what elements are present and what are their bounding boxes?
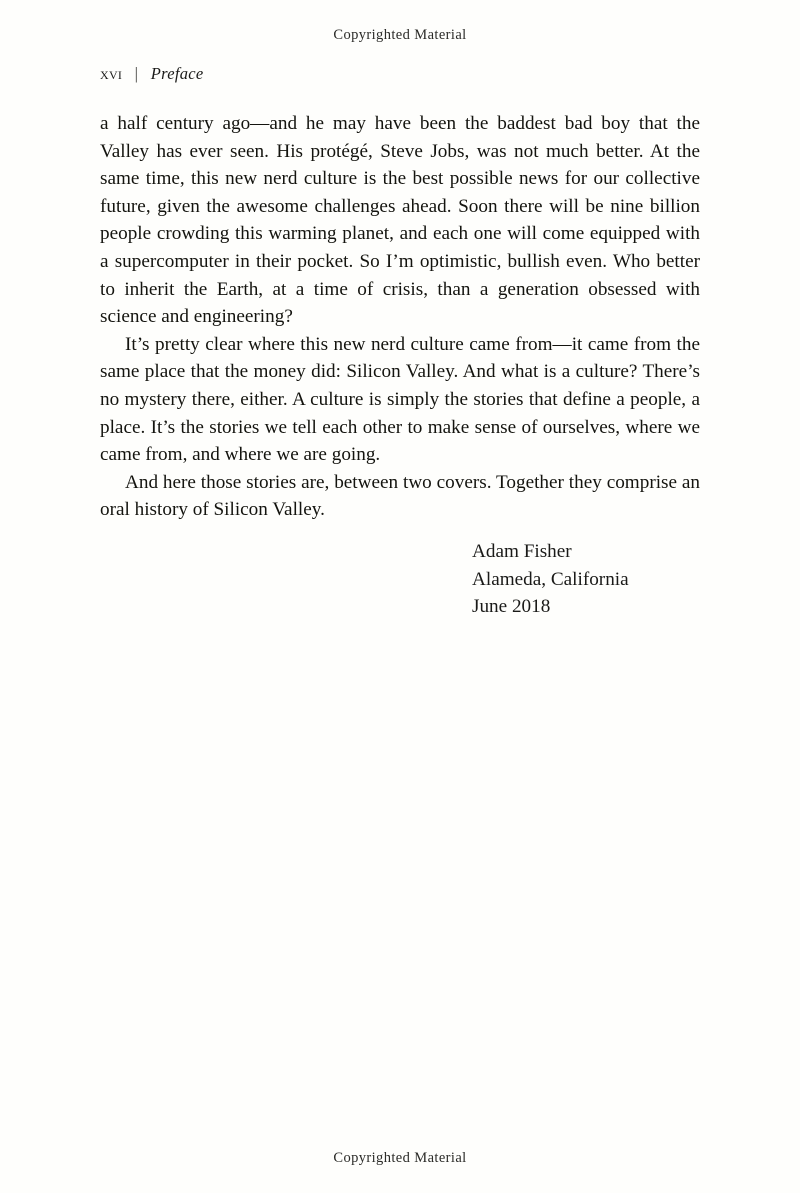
signature-name: Adam Fisher (472, 540, 572, 562)
signature-block (100, 538, 700, 621)
signature-place: Alameda, California (472, 568, 629, 590)
body-text (100, 110, 700, 621)
page-number: xvi (100, 64, 123, 83)
copyright-watermark-top: Copyrighted Material (333, 27, 467, 43)
paragraph-3: And here those stories are, between two covers. Together they comprise an oral history of Silicon Valley. (100, 471, 700, 521)
copyright-watermark-bottom: Copyrighted Material (333, 1150, 467, 1166)
running-head-separator: | (134, 64, 139, 83)
running-head-title: Preface (150, 64, 204, 83)
running-head (100, 64, 204, 84)
paragraph-1: a half century ago—and he may have been the baddest bad boy that the Valley has ever seen. His protégé, Steve Jobs, was not much better. At the same time, this new nerd culture is the best possible news for our collective future, given the awesome challenges ahead. Soon there will be nine billion people crowding this warming planet, and each one will come equipped with a supercomputer in their pocket. So I’m optimistic, bullish even. Who better to inherit the Earth, at a time of crisis, than a generation obsessed with science and engineering? (100, 113, 700, 328)
signature-date: June 2018 (472, 596, 551, 618)
paragraph-2: It’s pretty clear where this new nerd culture came from—it came from the same place that the money did: Silicon Valley. And what is a culture? There’s no mystery there, either. A culture is simply the stories that define a people, a place. It’s the stories we tell each other to make sense of ourselves, where we came from, and where we are going. (100, 333, 700, 466)
